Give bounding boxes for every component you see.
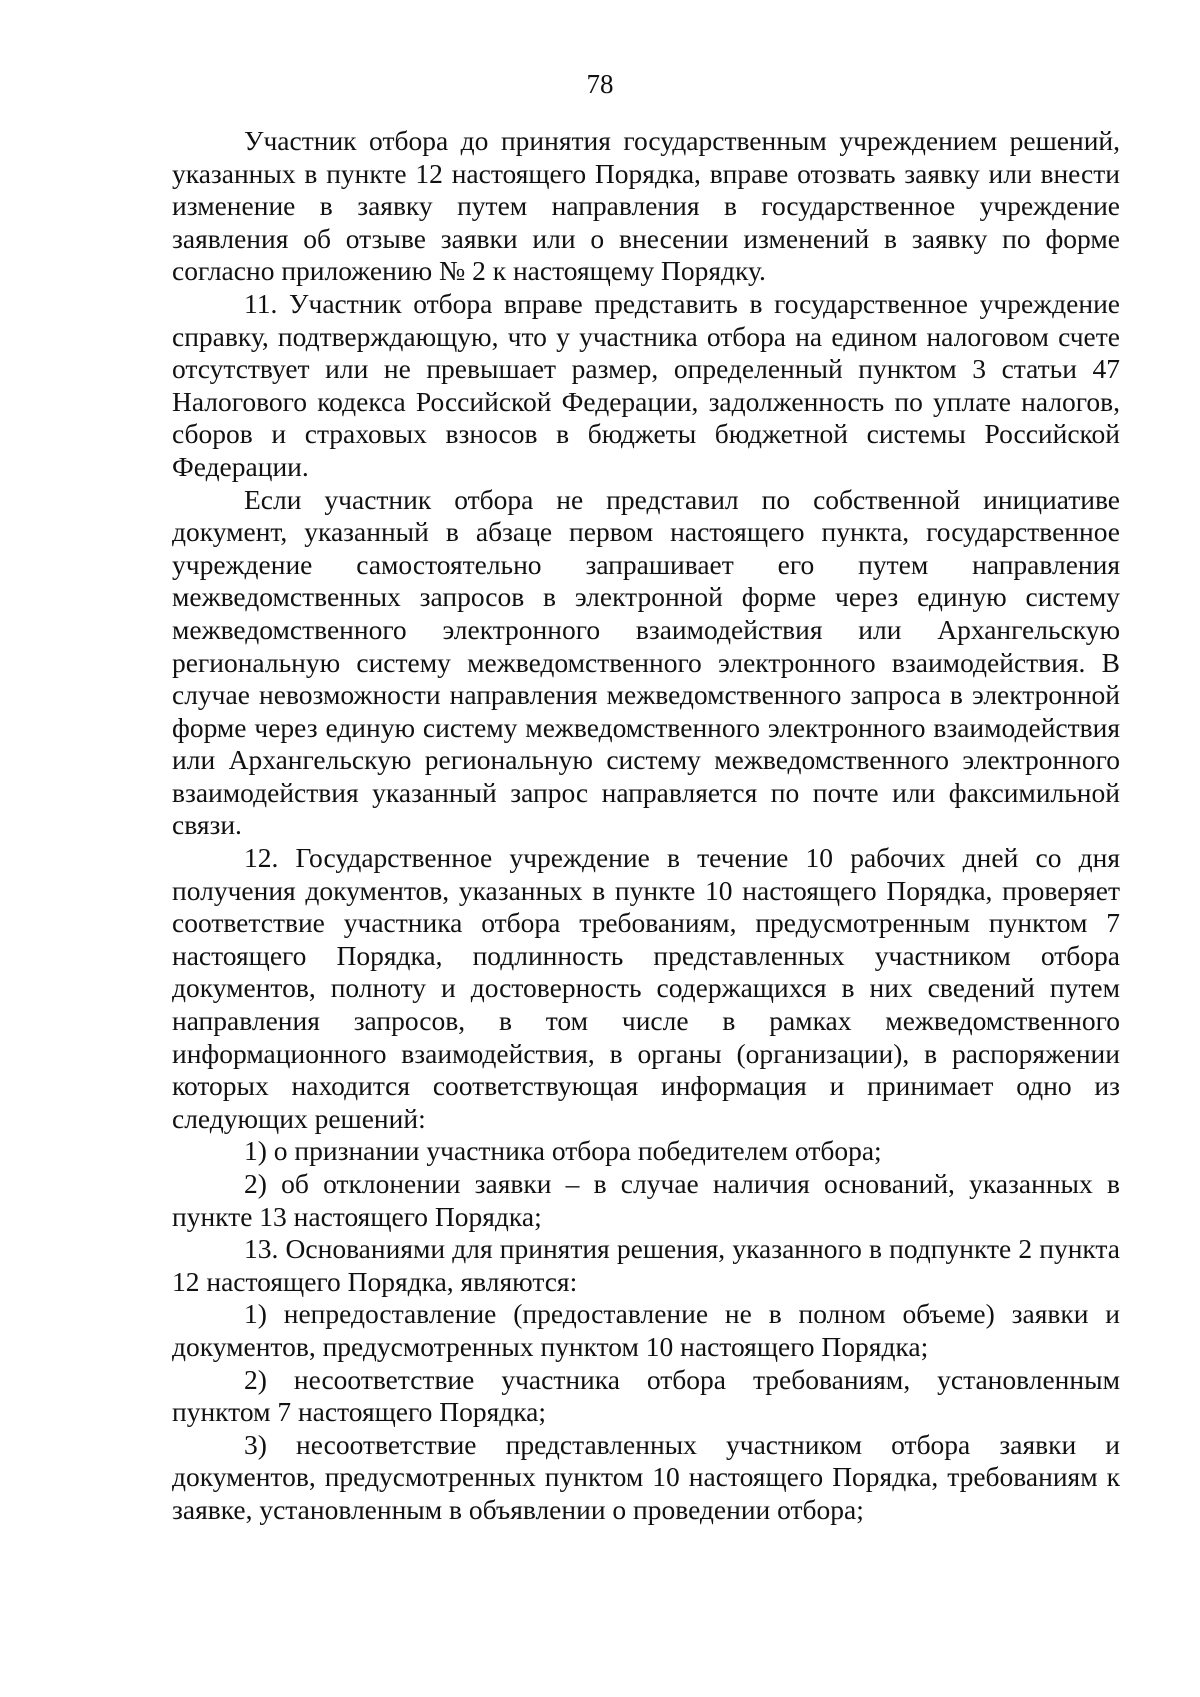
paragraph-13-grounds: 13. Основаниями для принятия решения, указанного в подпункте 2 пункта 12 настоящего Порядка, являются: bbox=[172, 1233, 1120, 1297]
page-number: 78 bbox=[586, 69, 614, 99]
paragraph-12-decision-1: 1) о признании участника отбора победителем отбора; bbox=[244, 1135, 882, 1167]
paragraph-11-tax-certificate: 11. Участник отбора вправе представить в государственное учреждение справку, подтверждающую, что у участника отбора на едином налоговом счете отсутствует или не превышает размер, определенный пунктом 3 статьи 47 Налогового кодекса Российской Федерации, задолженность по уплате налогов, сборов и страховых взносов в бюджеты бюджетной системы Российской Федерации. bbox=[172, 287, 1120, 482]
paragraph-12-review: 12. Государственное учреждение в течение 10 рабочих дней со дня получения документов, указанных в пункте 10 настоящего Порядка, проверяет соответствие участника отбора требованиям, предусмотренным пунктом 7 настоящего Порядка, подлинность представленных участником отбора документов, полноту и достоверность содержащихся в них сведений путем направления запросов, в том числе в рамках межведомственного информационного взаимодействия, в органы (организации), в распоряжении которых находится соответствующая информация и принимает одно из следующих решений: bbox=[172, 842, 1120, 1134]
document-body bbox=[172, 125, 1120, 1527]
paragraph-13-ground-2: 2) несоответствие участника отбора требованиям, установленным пунктом 7 настоящего Порядка; bbox=[172, 1363, 1120, 1428]
paragraph-interagency-request: Если участник отбора не представил по собственной инициативе документ, указанный в абзаце первом настоящего пункта, государственное учреждение самостоятельно запрашивает его путем направления межведомственных запросов в электронной форме через единую систему межведомственного электронного взаимодействия или Архангельскую региональную систему межведомственного электронного взаимодействия. В случае невозможности направления межведомственного запроса в электронной форме через единую систему межведомственного электронного взаимодействия или Архангельскую региональную систему межведомственного электронного взаимодействия указанный запрос направляется по почте или факсимильной связи. bbox=[172, 483, 1120, 841]
paragraph-13-ground-1: 1) непредоставление (предоставление не в полном объеме) заявки и документов, предусмотренных пунктом 10 настоящего Порядка; bbox=[172, 1298, 1120, 1362]
paragraph-13-ground-3: 3) несоответствие представленных участником отбора заявки и документов, предусмотренных пунктом 10 настоящего Порядка, требованиям к заявке, установленным в объявлении о проведении отбора; bbox=[172, 1428, 1120, 1525]
paragraph-withdraw-application: Участник отбора до принятия государственным учреждением решений, указанных в пункте 12 настоящего Порядка, вправе отозвать заявку или внести изменение в заявку путем направления в государственное учреждение заявления об отзыве заявки или о внесении изменений в заявку по форме согласно приложению № 2 к настоящему Порядку. bbox=[172, 125, 1120, 287]
paragraph-12-decision-2: 2) об отклонении заявки – в случае наличия оснований, указанных в пункте 13 настоящего Порядка; bbox=[172, 1168, 1120, 1232]
